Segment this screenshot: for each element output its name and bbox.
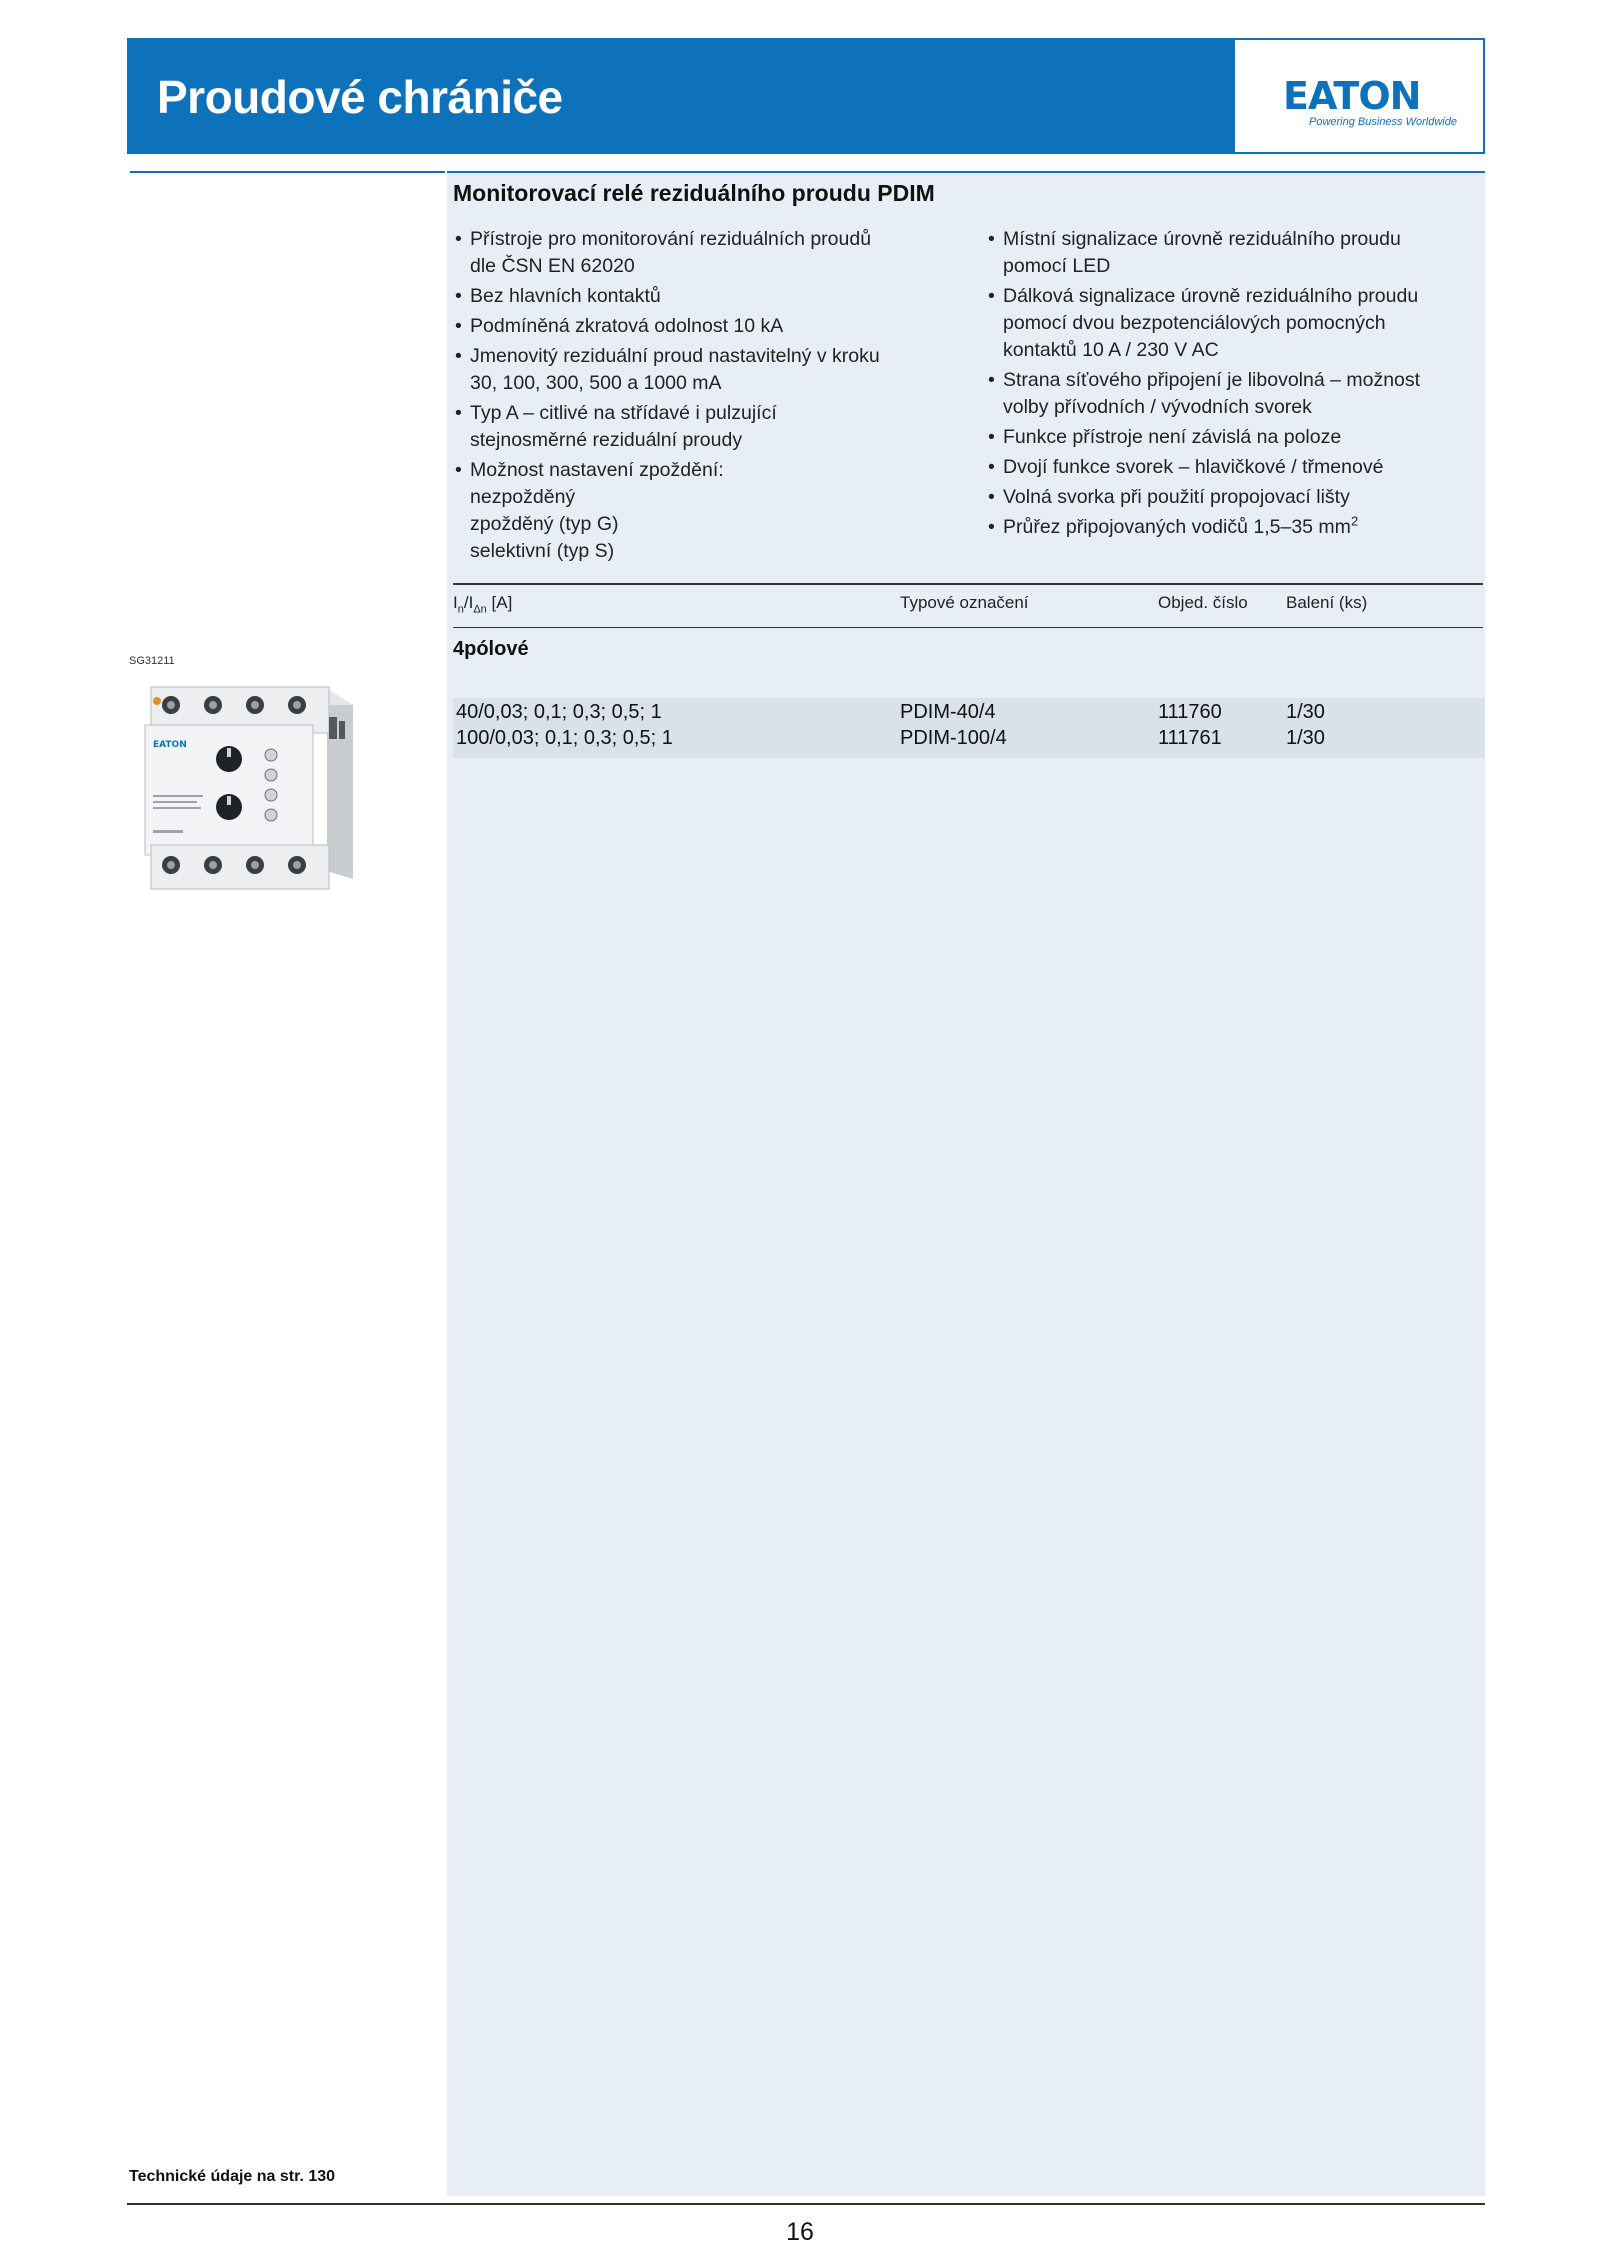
image-code: SG31211 <box>129 655 175 667</box>
eaton-logo <box>1235 40 1483 152</box>
feature-line: Funkce přístroje není závislá na poloze <box>1003 426 1342 448</box>
table-cell-type: PDIM-100/4 <box>900 727 1007 749</box>
feature-line: zpožděný (typ G) <box>470 513 619 535</box>
feature-superscript: 2 <box>1350 513 1359 529</box>
pdim-device-illustration <box>131 675 361 895</box>
feature-line: Strana síťového připojení je libovolná – možnost <box>1003 369 1421 391</box>
technical-data-note: Technické údaje na str. 130 <box>129 2168 336 2185</box>
feature-line: pomocí dvou bezpotenciálových pomocných <box>1003 312 1386 334</box>
feature-line: Dálková signalizace úrovně reziduálního proudu <box>1003 285 1419 307</box>
logo-word: EATON <box>1283 74 1421 118</box>
table-cell-rating: 100/0,03; 0,1; 0,3; 0,5; 1 <box>456 727 673 749</box>
feature-line <box>1003 514 1481 541</box>
table-cell-order: 111761 <box>1158 727 1222 749</box>
table-top-rule <box>453 583 1483 585</box>
header-sub-dn: Δn <box>473 603 487 616</box>
feature-line: Možnost nastavení zpoždění: <box>470 459 724 481</box>
feature-item <box>986 514 1481 541</box>
page-header <box>127 38 1485 154</box>
table-cell-type: PDIM-40/4 <box>900 701 996 723</box>
header-i: I <box>453 593 458 612</box>
header-unit: [A] <box>486 593 513 612</box>
feature-item <box>986 367 1481 421</box>
feature-line: Jmenovitý reziduální proud nastavitelný v kroku <box>470 345 880 367</box>
bullet-dot: • <box>455 345 462 367</box>
bullet-dot: • <box>988 426 995 448</box>
feature-line: 30, 100, 300, 500 a 1000 mA <box>470 372 722 394</box>
feature-line: Bez hlavních kontaktů <box>470 285 661 307</box>
feature-line: nezpožděný <box>470 486 576 508</box>
feature-item <box>986 484 1481 511</box>
bullet-dot: • <box>455 315 462 337</box>
table-cell-rating: 40/0,03; 0,1; 0,3; 0,5; 1 <box>456 701 662 723</box>
device-logo: EATON <box>153 740 187 750</box>
bullet-dot: • <box>988 369 995 391</box>
bullet-dot: • <box>455 228 462 250</box>
feature-line: Přístroje pro monitorování reziduálních proudů <box>470 228 872 250</box>
page-title: Proudové chrániče <box>157 71 563 123</box>
bullet-dot: • <box>455 285 462 307</box>
feature-line: selektivní (typ S) <box>470 540 615 562</box>
feature-line: volby přívodních / vývodních svorek <box>1003 396 1312 418</box>
bullet-dot: • <box>455 402 462 424</box>
header-sep: /I <box>463 593 474 612</box>
footer-rule <box>127 2203 1485 2205</box>
table-header-rule <box>453 627 1483 628</box>
feature-item <box>453 226 953 280</box>
feature-line: pomocí LED <box>1003 255 1111 277</box>
feature-line: kontaktů 10 A / 230 V AC <box>1003 339 1219 361</box>
feature-item <box>986 283 1481 364</box>
feature-line: Typ A – citlivé na střídavé i pulzující <box>470 402 777 424</box>
header-sub-n: n <box>457 603 464 616</box>
feature-line: stejnosměrné reziduální proudy <box>470 429 743 451</box>
feature-item <box>453 400 953 454</box>
bullet-dot: • <box>988 516 995 538</box>
bullet-dot: • <box>988 285 995 307</box>
feature-item <box>986 226 1481 280</box>
feature-line: Místní signalizace úrovně reziduálního proudu <box>1003 228 1401 250</box>
page-number: 16 <box>786 2218 814 2246</box>
feature-item <box>453 343 953 397</box>
features-right-list <box>986 226 1481 544</box>
bullet-dot: • <box>455 459 462 481</box>
table-header-order: Objed. číslo <box>1158 593 1248 612</box>
logo-tagline: Powering Business Worldwide <box>1309 116 1457 128</box>
table-cell-pack: 1/30 <box>1286 727 1325 749</box>
product-image <box>131 675 361 900</box>
section-title: Monitorovací relé reziduálního proudu PDIM <box>453 180 935 206</box>
feature-line: dle ČSN EN 62020 <box>470 255 635 277</box>
feature-text: Průřez připojovaných vodičů 1,5–35 mm <box>1003 516 1351 538</box>
table-header-type: Typové označení <box>900 593 1029 612</box>
feature-item <box>986 424 1481 451</box>
group-label: 4pólové <box>453 638 529 660</box>
feature-line: Volná svorka při použití propojovací lišty <box>1003 486 1350 508</box>
table-cell-pack: 1/30 <box>1286 701 1325 723</box>
feature-line: Podmíněná zkratová odolnost 10 kA <box>470 315 784 337</box>
feature-item <box>986 454 1481 481</box>
feature-line: Dvojí funkce svorek – hlavičkové / třmenové <box>1003 456 1384 478</box>
bullet-dot: • <box>988 486 995 508</box>
table-header-rating <box>453 593 512 615</box>
divider-line <box>130 171 445 173</box>
feature-item <box>453 283 953 310</box>
bullet-dot: • <box>988 228 995 250</box>
bullet-dot: • <box>988 456 995 478</box>
feature-item <box>453 313 953 340</box>
feature-item <box>453 457 953 565</box>
features-left-list <box>453 226 953 568</box>
table-cell-order: 111760 <box>1158 701 1222 723</box>
table-header-pack: Balení (ks) <box>1286 593 1368 612</box>
